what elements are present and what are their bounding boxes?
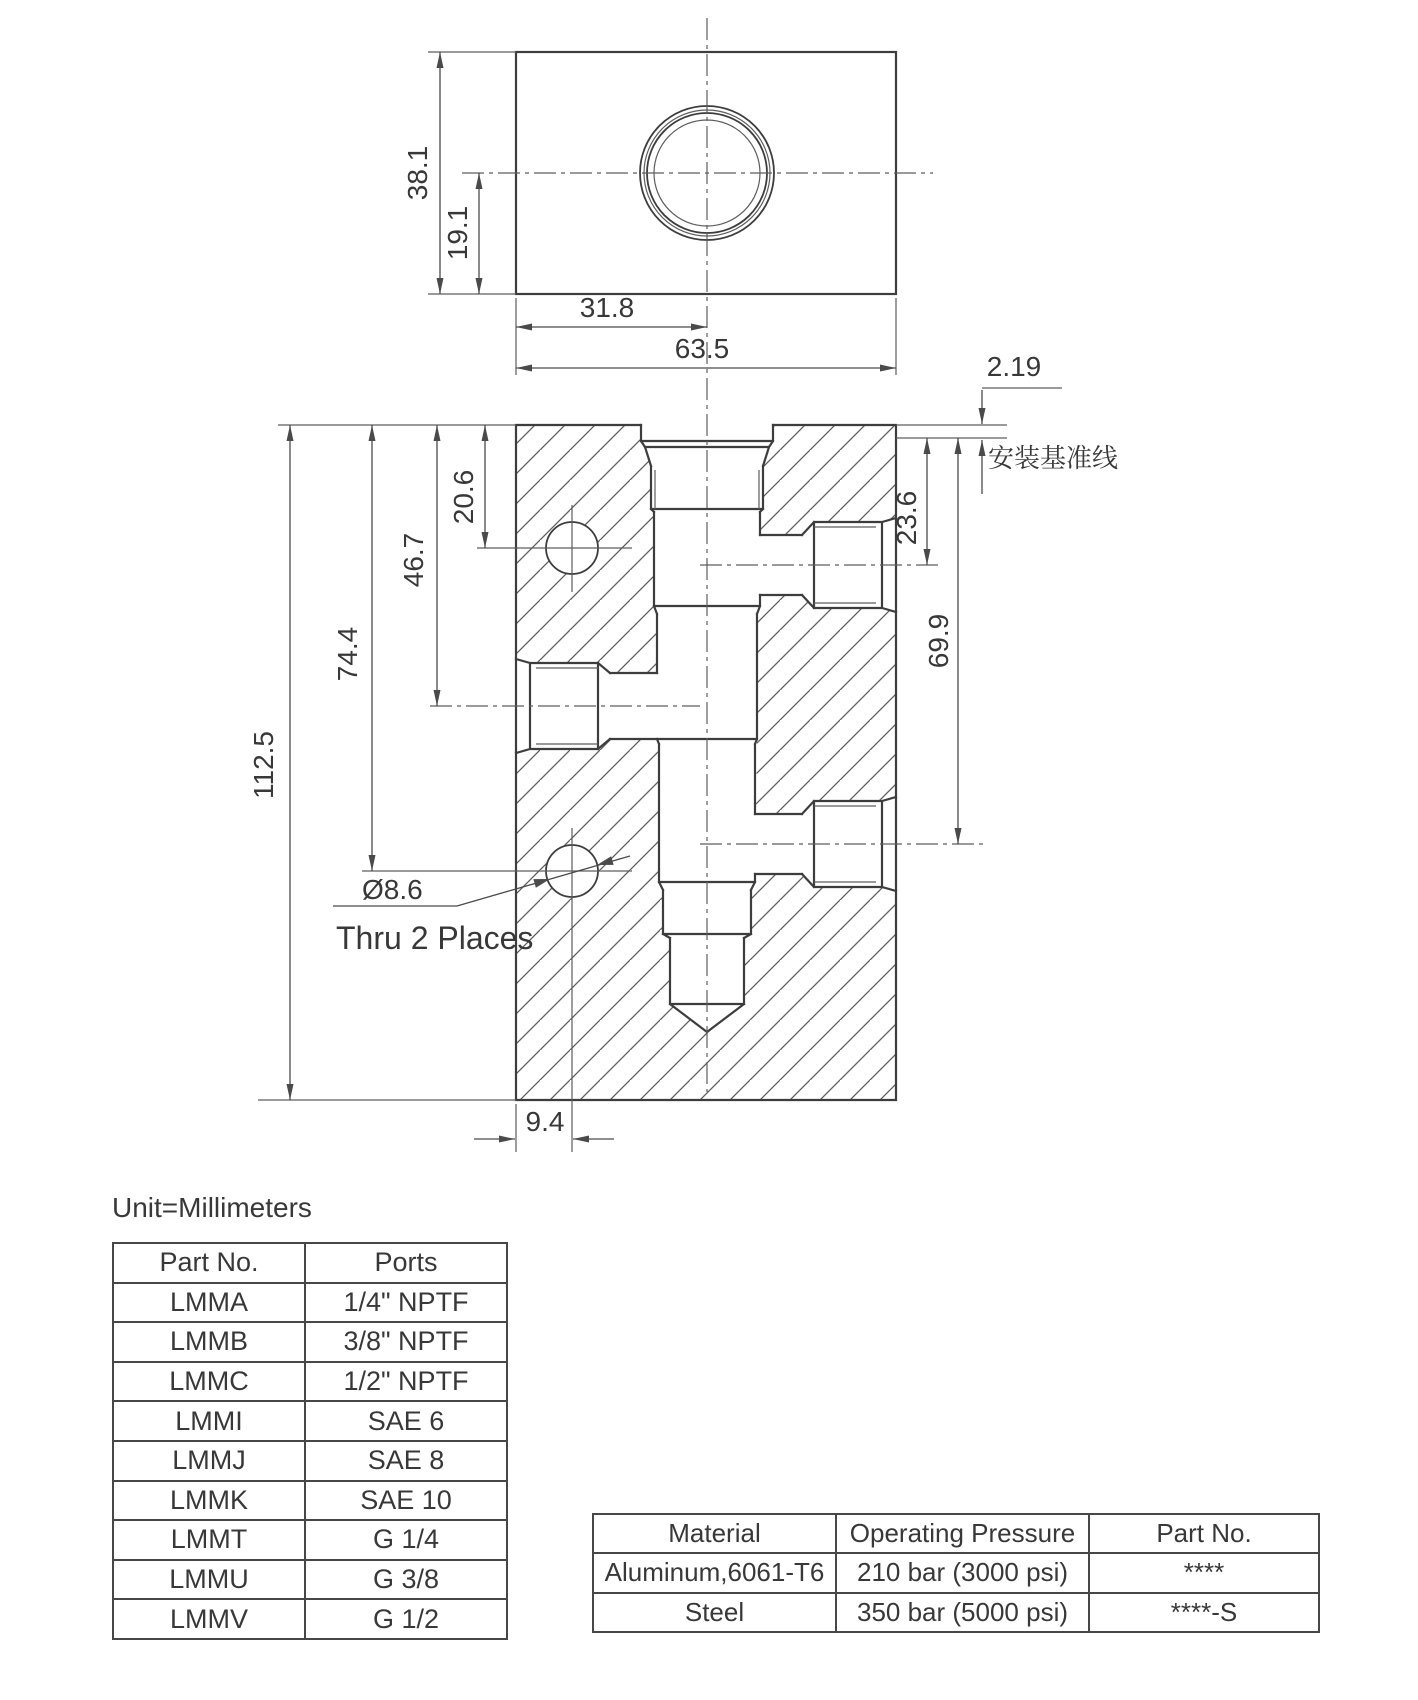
part-no-cell: LMMA — [113, 1283, 305, 1323]
part-no-cell: LMMJ — [113, 1441, 305, 1481]
part-no-cell: LMMT — [113, 1520, 305, 1560]
ports-cell: G 3/8 — [305, 1560, 507, 1600]
table-row — [113, 1401, 507, 1441]
ports-cell: G 1/4 — [305, 1520, 507, 1560]
material-table-header-part-no: Part No. — [1089, 1514, 1319, 1553]
table-row — [593, 1553, 1319, 1592]
dim-112-5: 112.5 — [248, 731, 279, 799]
table-header-row — [113, 1243, 507, 1283]
dim-19-1: 19.1 — [442, 205, 473, 261]
dim-2-19: 2.19 — [986, 351, 1042, 382]
ports-cell: SAE 10 — [305, 1481, 507, 1521]
table-row — [113, 1599, 507, 1639]
dim-31-8: 31.8 — [579, 292, 635, 323]
mounting-datum-label: 安装基准线 — [988, 443, 1119, 473]
dim-23-6: 23.6 — [891, 490, 922, 546]
ports-cell: SAE 6 — [305, 1401, 507, 1441]
table-row — [593, 1593, 1319, 1632]
material-table-header-material: Material — [593, 1514, 836, 1553]
ports-table-header-part-no: Part No. — [113, 1243, 305, 1283]
dim-74-4: 74.4 — [332, 626, 363, 682]
ports-cell: 3/8" NPTF — [305, 1322, 507, 1362]
ports-cell: 1/4" NPTF — [305, 1283, 507, 1323]
ports-cell: G 1/2 — [305, 1599, 507, 1639]
pressure-cell: 210 bar (3000 psi) — [836, 1553, 1089, 1592]
part-no-cell: LMMU — [113, 1560, 305, 1600]
dim-20-6: 20.6 — [448, 469, 479, 525]
part-no-cell: LMMV — [113, 1599, 305, 1639]
part-no-cell: LMMC — [113, 1362, 305, 1402]
material-cell: Steel — [593, 1593, 836, 1632]
unit-note: Unit=Millimeters — [112, 1192, 312, 1223]
table-header-row — [593, 1514, 1319, 1553]
table-row — [113, 1283, 507, 1323]
table-row — [113, 1560, 507, 1600]
ports-cell: SAE 8 — [305, 1441, 507, 1481]
hole-diameter-callout: Ø8.6 — [362, 874, 423, 905]
table-row — [113, 1481, 507, 1521]
top-view — [462, 52, 933, 294]
part-no-cell: **** — [1089, 1553, 1319, 1592]
part-no-cell: LMMK — [113, 1481, 305, 1521]
dim-69-9: 69.9 — [923, 613, 954, 669]
hole-places-note: Thru 2 Places — [336, 920, 534, 956]
material-cell: Aluminum,6061-T6 — [593, 1553, 836, 1592]
table-row — [113, 1362, 507, 1402]
dim-9-4: 9.4 — [525, 1106, 565, 1137]
part-no-cell: LMMI — [113, 1401, 305, 1441]
material-table-header-pressure: Operating Pressure — [836, 1514, 1089, 1553]
dim-46-7: 46.7 — [398, 532, 429, 588]
table-row — [113, 1520, 507, 1560]
dim-63-5: 63.5 — [674, 333, 730, 364]
ports-table-header-ports: Ports — [305, 1243, 507, 1283]
part-no-cell: ****-S — [1089, 1593, 1319, 1632]
table-row — [113, 1441, 507, 1481]
material-table — [592, 1513, 1320, 1633]
pressure-cell: 350 bar (5000 psi) — [836, 1593, 1089, 1632]
section-view — [516, 425, 896, 1100]
table-row — [113, 1322, 507, 1362]
part-no-cell: LMMB — [113, 1322, 305, 1362]
ports-cell: 1/2" NPTF — [305, 1362, 507, 1402]
ports-table — [112, 1242, 508, 1640]
dim-38-1: 38.1 — [402, 145, 433, 201]
